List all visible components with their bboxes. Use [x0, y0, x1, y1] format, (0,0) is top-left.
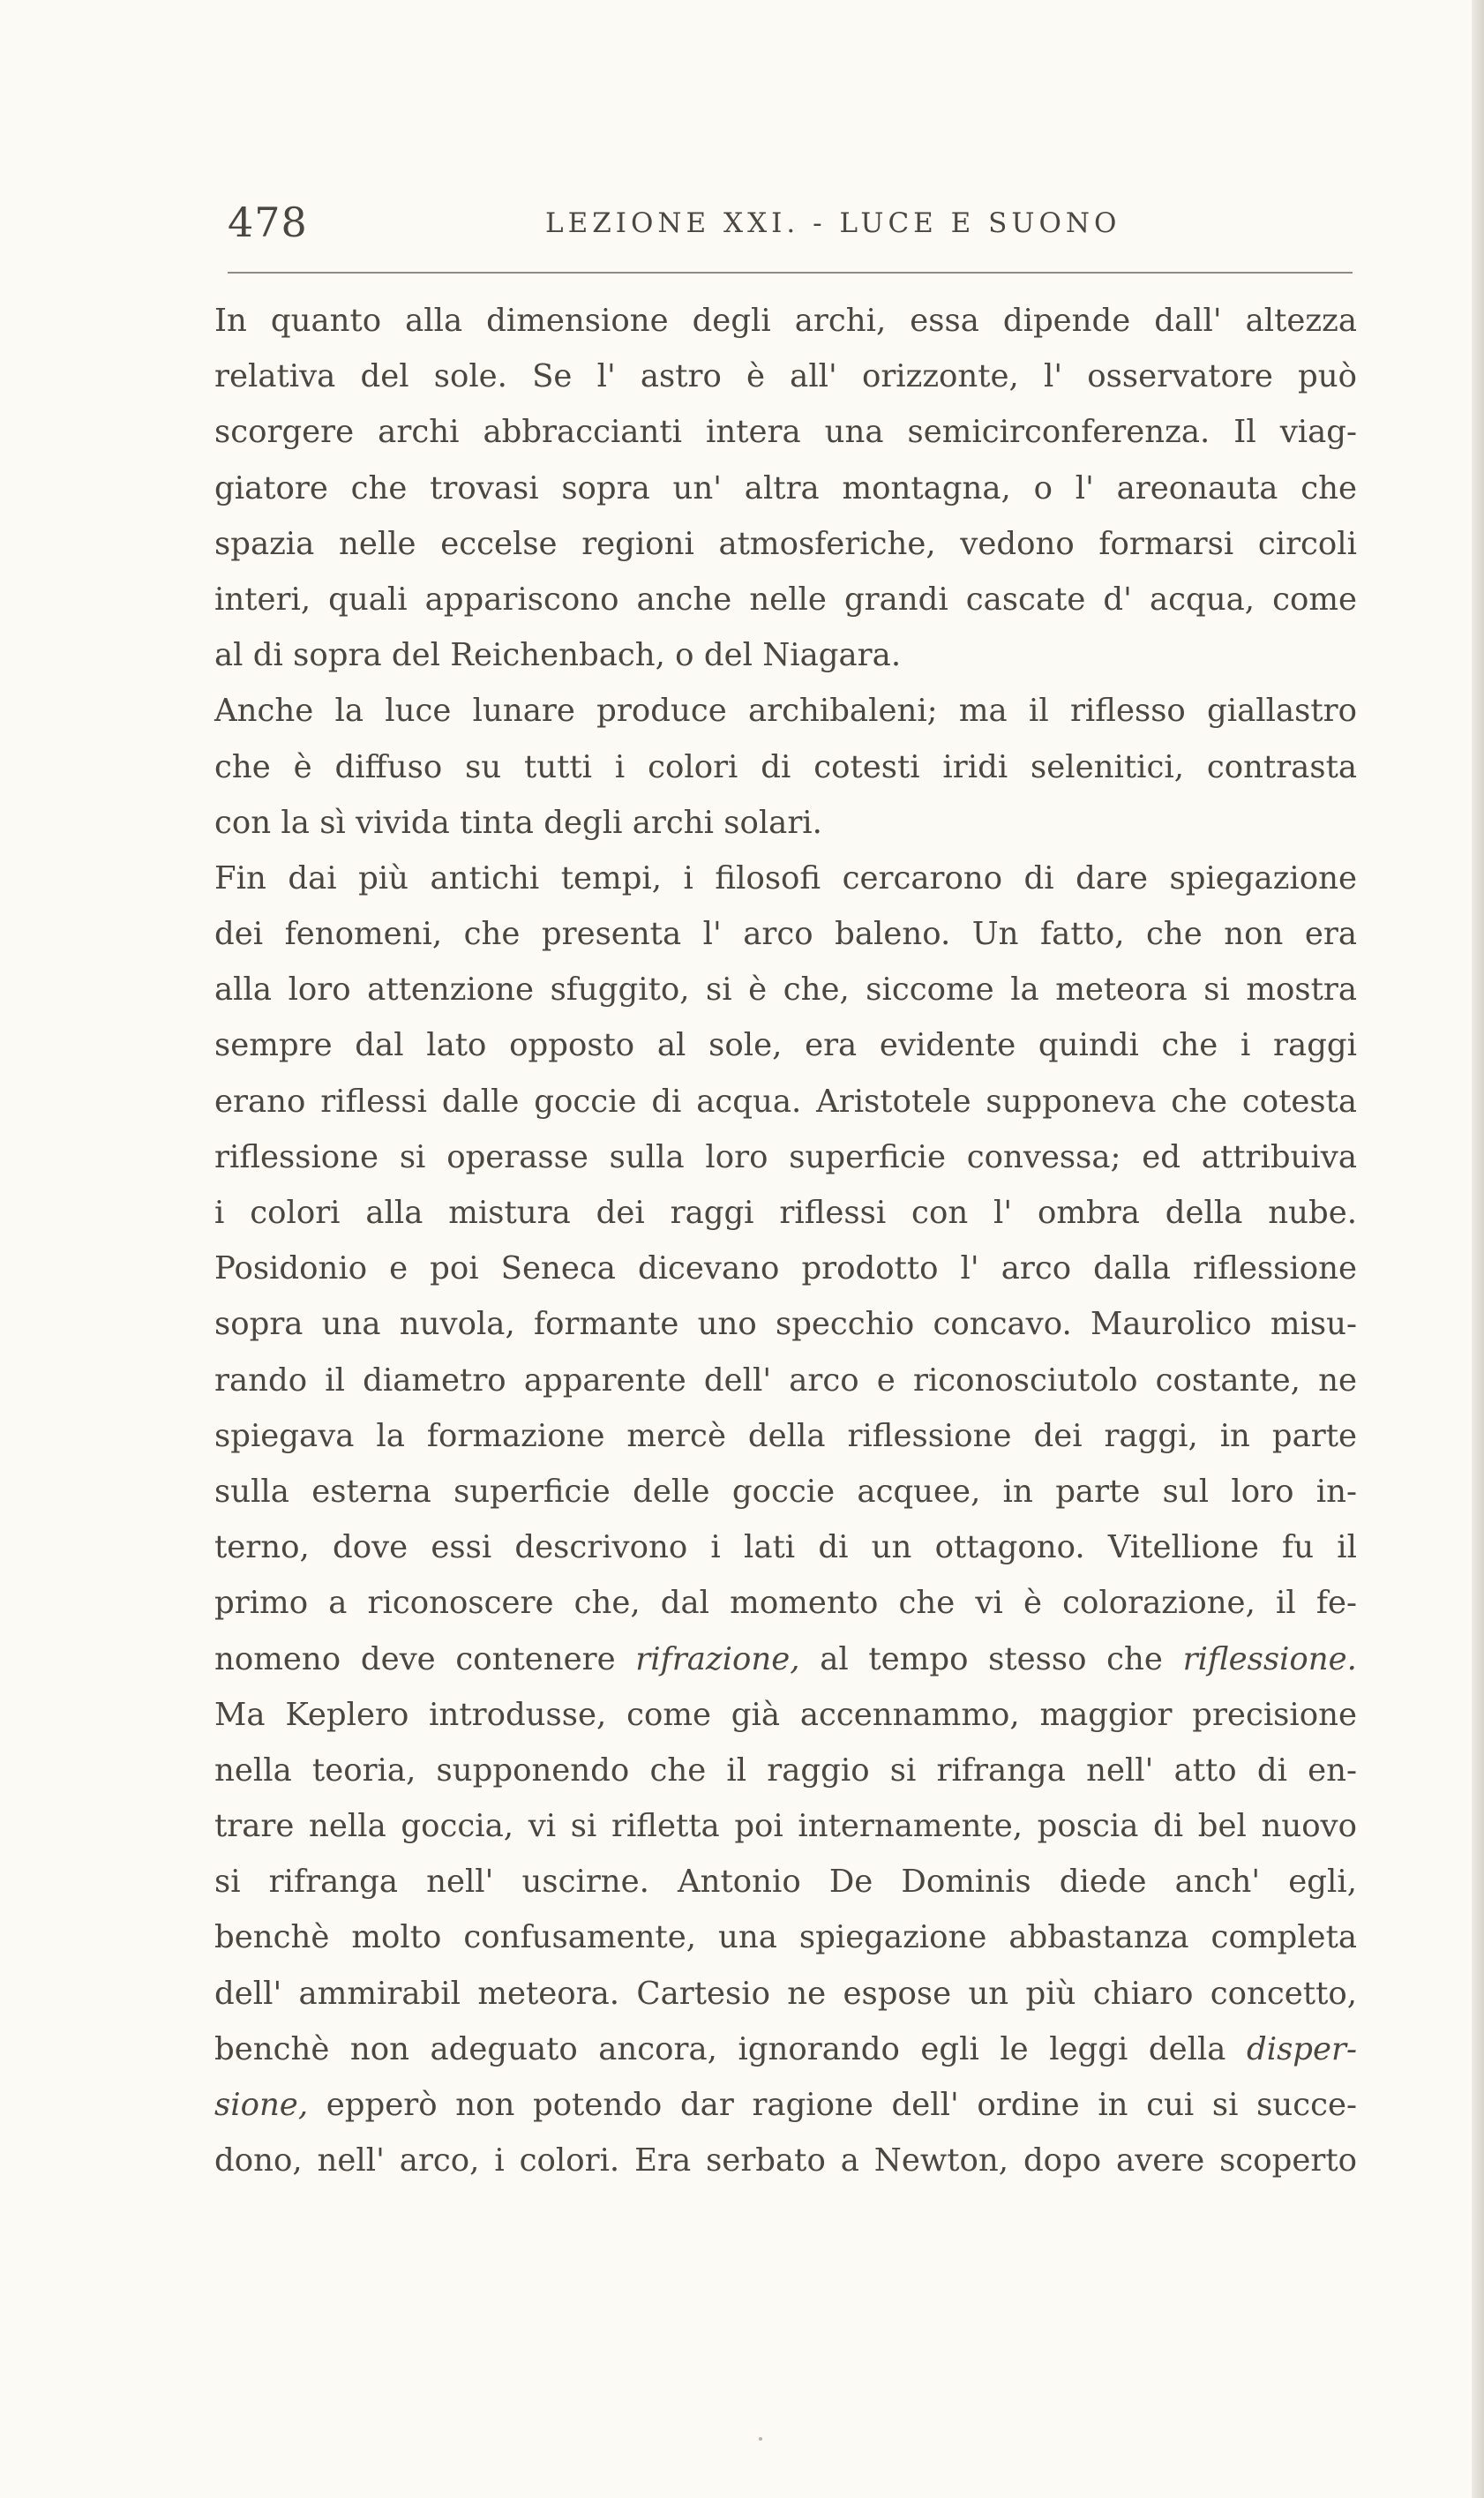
text-line: alla loro attenzione sfuggito, si è che, siccome la meteora si mostra — [214, 971, 1357, 1009]
text-line: Ma Keplero introdusse, come già accennammo, maggior precisione — [214, 1696, 1357, 1733]
italic-term: sione, — [214, 2087, 309, 2123]
italic-term: rifrazione, — [635, 1640, 800, 1677]
text-line: interi, quali appariscono anche nelle grandi cascate d' acqua, come — [214, 581, 1357, 618]
text-line: Posidonio e poi Seneca dicevano prodotto l' arco dalla riflessione — [214, 1250, 1357, 1287]
text-line: terno, dove essi descrivono i lati di un ottagono. Vitellione fu il — [214, 1529, 1357, 1566]
text-line: benchè molto confusamente, una spiegazione abbastanza completa — [214, 1919, 1357, 1956]
text-line: nella teoria, supponendo che il raggio si rifranga nell' atto di en- — [214, 1752, 1357, 1789]
italic-term: disper- — [1247, 2030, 1357, 2067]
text-segment: benchè non adeguato ancora, ignorando egli le leggi della — [214, 2030, 1226, 2067]
text-line: relativa del sole. Se l' astro è all' orizzonte, l' osservatore può — [214, 358, 1357, 395]
header-rule — [228, 272, 1353, 274]
page-header — [228, 196, 1353, 249]
text-line: erano riflessi dalle goccie di acqua. Aristotele supponeva che cotesta — [214, 1083, 1357, 1120]
text-line-mixed — [214, 2022, 1357, 2077]
text-line: dell' ammirabil meteora. Cartesio ne espose un più chiaro concetto, — [214, 1975, 1357, 2012]
text-line: che è diffuso su tutti i colori di cotesti iridi selenitici, contrasta — [214, 748, 1357, 785]
text-line: si rifranga nell' uscirne. Antonio De Dominis diede anch' egli, — [214, 1864, 1357, 1901]
text-line: sempre dal lato opposto al sole, era evidente quindi che i raggi — [214, 1027, 1357, 1064]
text-line: riflessione si operasse sulla loro superficie convessa; ed attribuiva — [214, 1138, 1357, 1175]
text-line: sopra una nuvola, formante uno specchio concavo. Maurolico misu- — [214, 1306, 1357, 1343]
text-line: primo a riconoscere che, dal momento che vi è colorazione, il fe- — [214, 1585, 1357, 1622]
text-line: Anche la luce lunare produce archibaleni; ma il riflesso giallastro — [214, 693, 1357, 730]
text-line: dei fenomeni, che presenta l' arco baleno. Un fatto, che non era — [214, 916, 1357, 953]
running-title: LEZIONE XXI. - LUCE E SUONO — [545, 207, 1121, 239]
text-line: dono, nell' arco, i colori. Era serbato a Newton, dopo avere scoperto — [214, 2142, 1357, 2179]
text-line: rando il diametro apparente dell' arco e riconosciutolo costante, ne — [214, 1362, 1357, 1399]
text-line: con la sì vivida tinta degli archi solari. — [214, 804, 822, 841]
text-segment: epperò non potendo dar ragione dell' ordine in cui si succe- — [326, 2087, 1357, 2123]
page-edge-shadow — [1472, 0, 1484, 2498]
text-line-mixed — [214, 1632, 1357, 1687]
text-line: trare nella goccia, vi si rifletta poi internamente, poscia di bel nuovo — [214, 1808, 1357, 1845]
text-line: spiegava la formazione mercè della riflessione dei raggi, in parte — [214, 1417, 1357, 1454]
text-line: giatore che trovasi sopra un' altra montagna, o l' areonauta che — [214, 469, 1357, 506]
text-line: sulla esterna superficie delle goccie acquee, in parte sul loro in- — [214, 1473, 1357, 1510]
text-line-mixed — [214, 2077, 1357, 2133]
italic-term: riflessione. — [1182, 1640, 1357, 1677]
text-line: i colori alla mistura dei raggi riflessi con l' ombra della nube. — [214, 1195, 1357, 1231]
body-text — [214, 293, 1357, 2188]
text-line: In quanto alla dimensione degli archi, essa dipende dall' altezza — [214, 303, 1357, 339]
text-line: scorgere archi abbraccianti intera una semicirconferenza. Il viag- — [214, 414, 1357, 451]
text-line: spazia nelle eccelse regioni atmosferiche, vedono formarsi circoli — [214, 525, 1357, 562]
text-segment: nomeno deve contenere — [214, 1640, 616, 1677]
text-line: al di sopra del Reichenbach, o del Niagara. — [214, 637, 902, 674]
page-number: 478 — [228, 199, 308, 246]
text-segment: al tempo stesso che — [820, 1640, 1163, 1677]
paper-speck — [759, 2437, 762, 2441]
text-line: Fin dai più antichi tempi, i filosofi cercarono di dare spiegazione — [214, 859, 1357, 896]
